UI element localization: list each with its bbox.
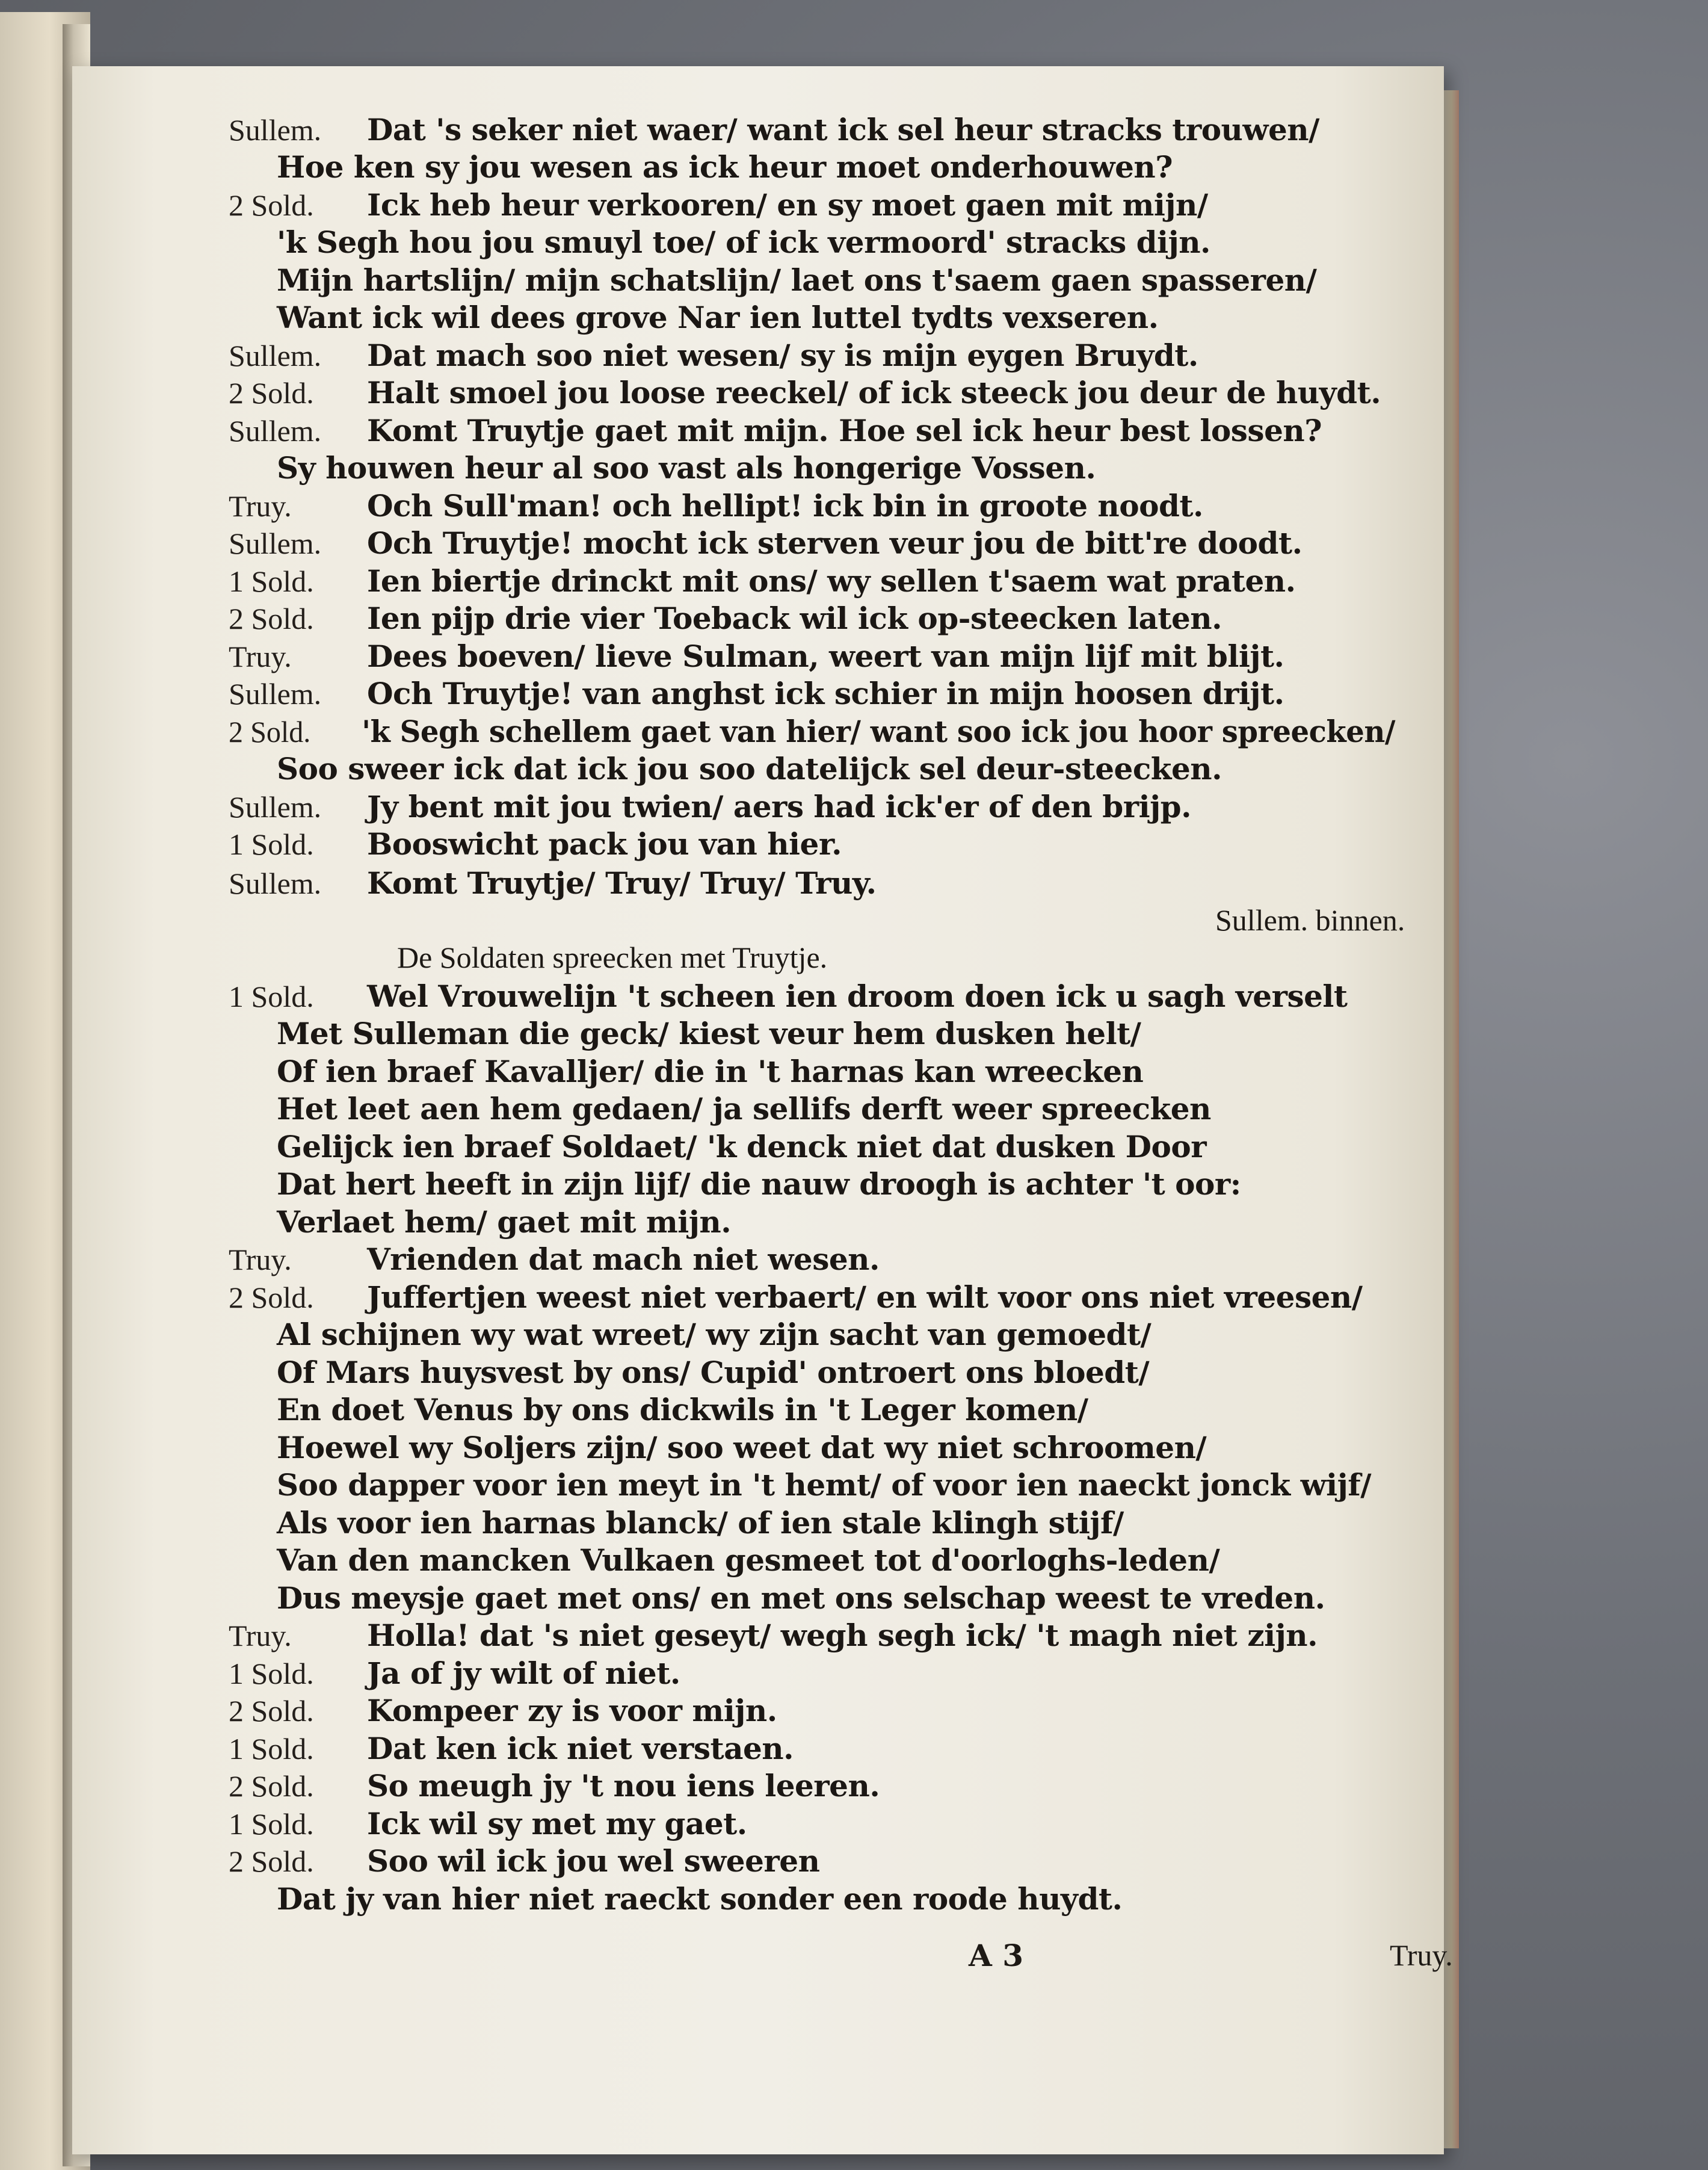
verse-text: Dat mach soo niet wesen/ sy is mijn eygen Bruydt.: [367, 338, 1198, 373]
speaker-label: 2 Sold.: [229, 1694, 314, 1728]
dialogue-line: [229, 1767, 880, 1805]
verse-text: Soo sweer ick dat ick jou soo datelijck sel deur-steecken.: [277, 751, 1222, 787]
verse-text: Och Truytje! van anghst ick schier in mijn hoosen drijt.: [367, 676, 1284, 711]
dialogue-line: [229, 487, 1203, 525]
dialogue-line: [229, 374, 1381, 412]
verse-text: En doet Venus by ons dickwils in 't Leger komen/: [277, 1392, 1088, 1427]
verse-text: Als voor ien harnas blanck/ of ien stale klingh stijf/: [277, 1505, 1124, 1541]
speaker-label: Sullem.: [229, 677, 322, 711]
speaker-label: Sullem.: [229, 527, 322, 560]
verse-text: Al schijnen wy wat wreet/ wy zijn sacht van gemoedt/: [277, 1317, 1152, 1352]
dialogue-line: [229, 826, 842, 863]
dialogue-line: [277, 1166, 1241, 1203]
dialogue-line: [229, 1843, 819, 1880]
verse-text: Sy houwen heur al soo vast als hongerige Vossen.: [277, 450, 1096, 486]
speaker-label: 1 Sold.: [229, 1807, 314, 1841]
dialogue-line: [277, 299, 1159, 336]
verse-text: Vrienden dat mach niet wesen.: [367, 1241, 880, 1277]
dialogue-line: [277, 262, 1316, 299]
dialogue-line: [229, 978, 1348, 1015]
dialogue-line: [277, 1391, 1088, 1429]
verse-text: Of ien braef Kavalljer/ die in 't harnas kan wreecken: [277, 1054, 1144, 1089]
speaker-label: Sullem.: [229, 867, 322, 900]
speaker-label: Truy.: [229, 1619, 292, 1652]
verse-text: Verlaet hem/ gaet mit mijn.: [277, 1204, 732, 1240]
speaker-label: Sullem.: [229, 113, 322, 147]
verse-text: Gelijck ien braef Soldaet/ 'k denck niet dat dusken Door: [277, 1129, 1207, 1164]
verse-text: Soo wil ick jou wel sweeren: [367, 1843, 820, 1879]
verse-text: Wel Vrouwelijn 't scheen ien droom doen ick u sagh verselt: [367, 978, 1348, 1014]
dialogue-line: [229, 675, 1284, 713]
dialogue-line: [277, 750, 1222, 788]
dialogue-line: [229, 1617, 1318, 1654]
dialogue-line: [277, 224, 1210, 261]
verse-text: Dat 's seker niet waer/ want ick sel heur stracks trouwen/: [367, 112, 1319, 147]
dialogue-line: [277, 1542, 1219, 1579]
verse-text: Dus meysje gaet met ons/ en met ons selschap weest te vreden.: [277, 1580, 1325, 1616]
verse-text: Och Sull'man! och hellipt! ick bin in groote noodt.: [367, 488, 1203, 524]
dialogue-line: [229, 1241, 880, 1278]
verse-text: Komt Truytje/ Truy/ Truy/ Truy.: [367, 865, 877, 901]
dialogue-line: [229, 1730, 794, 1767]
stage-heading: De Soldaten spreecken met Truytje.: [397, 941, 828, 974]
dialogue-line: [229, 788, 1191, 826]
dialogue-line: [229, 600, 1222, 637]
dialogue-line: [229, 412, 1322, 450]
verse-text: Holla! dat 's niet geseyt/ wegh segh ick/ 't magh niet zijn.: [367, 1618, 1318, 1653]
dialogue-line: [229, 638, 1284, 675]
verse-text: Dat hert heeft in zijn lijf/ die nauw droogh is achter 't oor:: [277, 1166, 1241, 1202]
verse-text: Soo dapper voor ien meyt in 't hemt/ of voor ien naeckt jonck wijf/: [277, 1467, 1371, 1503]
verse-text: Of Mars huysvest by ons/ Cupid' ontroert ons bloedt/: [277, 1355, 1150, 1390]
speaker-label: 1 Sold.: [229, 1657, 314, 1690]
speaker-label: 2 Sold.: [229, 1769, 314, 1803]
verse-text: Dees boeven/ lieve Sulman, weert van mijn lijf mit blijt.: [367, 638, 1284, 674]
verse-text: Hoe ken sy jou wesen as ick heur moet onderhouwen?: [277, 149, 1173, 185]
catchword: Truy.: [1390, 1938, 1453, 1972]
dialogue-line: [229, 337, 1198, 374]
speaker-label: 2 Sold.: [229, 1844, 314, 1878]
speaker-label: 2 Sold.: [229, 188, 314, 222]
speaker-label: 2 Sold.: [229, 602, 314, 635]
dialogue-line: [277, 1467, 1371, 1504]
speaker-label: 2 Sold.: [229, 376, 314, 410]
signature-mark: A 3: [969, 1938, 1023, 1973]
dialogue-line: [229, 111, 1319, 149]
verse-text: Ick heb heur verkooren/ en sy moet gaen mit mijn/: [367, 187, 1208, 223]
verse-text: Halt smoel jou loose reeckel/ of ick steeck jou deur de huydt.: [367, 375, 1381, 410]
dialogue-line: [229, 1805, 747, 1843]
speaker-label: 2 Sold.: [229, 1281, 314, 1314]
dialogue-line: [277, 1354, 1149, 1391]
verse-text: Ien pijp drie vier Toeback wil ick op-steecken laten.: [367, 601, 1222, 636]
speaker-label: Truy.: [229, 1243, 292, 1276]
dialogue-line: [277, 1504, 1124, 1542]
speaker-label: Truy.: [229, 489, 292, 523]
speaker-label: 1 Sold.: [229, 980, 314, 1013]
verse-text: Van den mancken Vulkaen gesmeet tot d'oorloghs-leden/: [277, 1542, 1220, 1578]
dialogue-line: [229, 865, 877, 902]
verse-text: Ien biertje drinckt mit ons/ wy sellen t'saem wat praten.: [367, 563, 1296, 599]
speaker-label: 1 Sold.: [229, 1732, 314, 1766]
dialogue-line: [229, 1692, 777, 1730]
dialogue-line: [277, 1881, 1122, 1918]
dialogue-line: [277, 1128, 1206, 1166]
verse-text: Dat ken ick niet verstaen.: [367, 1731, 794, 1766]
page-text: [72, 66, 1453, 2154]
dialogue-line: [277, 1580, 1325, 1617]
speaker-label: Sullem.: [229, 790, 322, 824]
dialogue-line: [277, 1204, 731, 1241]
stage-direction-exit: Sullem. binnen.: [1215, 903, 1405, 937]
dialogue-line: [277, 1053, 1143, 1090]
dialogue-line: [277, 1316, 1151, 1353]
verse-text: Ick wil sy met my gaet.: [367, 1806, 747, 1841]
verse-text: So meugh jy 't nou iens leeren.: [367, 1768, 880, 1804]
dialogue-line: [229, 1279, 1363, 1316]
book-page: [72, 66, 1453, 2154]
speaker-label: 1 Sold.: [229, 827, 314, 861]
dialogue-line: [277, 1429, 1206, 1467]
dialogue-line: [277, 149, 1173, 186]
dialogue-line: [229, 563, 1296, 600]
dialogue-line: [229, 1655, 680, 1692]
verse-text: Kompeer zy is voor mijn.: [367, 1693, 777, 1728]
verse-text: Booswicht pack jou van hier.: [367, 826, 842, 862]
verse-text: Juffertjen weest niet verbaert/ en wilt voor ons niet vreesen/: [367, 1279, 1363, 1315]
dialogue-line: [277, 1015, 1141, 1053]
verse-text: Jy bent mit jou twien/ aers had ick'er of den brijp.: [367, 789, 1192, 824]
verse-text: Dat jy van hier niet raeckt sonder een roode huydt.: [277, 1881, 1123, 1917]
verse-text: Hoewel wy Soljers zijn/ soo weet dat wy niet schroomen/: [277, 1430, 1207, 1465]
dialogue-line: [229, 187, 1208, 224]
dialogue-line: [277, 1090, 1211, 1128]
verse-text: Mijn hartslijn/ mijn schatslijn/ laet ons t'saem gaen spasseren/: [277, 262, 1317, 298]
verse-text: Want ick wil dees grove Nar ien luttel tydts vexseren.: [277, 300, 1159, 335]
verse-text: Komt Truytje gaet mit mijn. Hoe sel ick heur best lossen?: [367, 413, 1322, 448]
verse-text: Met Sulleman die geck/ kiest veur hem dusken helt/: [277, 1016, 1141, 1051]
speaker-label: 2 Sold.: [229, 715, 311, 749]
verse-text: Och Truytje! mocht ick sterven veur jou de bitt're doodt.: [367, 525, 1303, 561]
speaker-label: 1 Sold.: [229, 564, 314, 598]
dialogue-line: [277, 450, 1096, 487]
dialogue-line: [229, 713, 1395, 750]
verse-text: 'k Segh schellem gaet van hier/ want soo ick jou hoor spreecken/: [362, 714, 1395, 749]
verse-text: 'k Segh hou jou smuyl toe/ of ick vermoord' stracks dijn.: [277, 224, 1210, 260]
dialogue-line: [229, 525, 1302, 562]
verse-text: Het leet aen hem gedaen/ ja sellifs derft weer spreecken: [277, 1091, 1211, 1127]
verse-text: Ja of jy wilt of niet.: [367, 1655, 680, 1691]
speaker-label: Sullem.: [229, 339, 322, 372]
speaker-label: Truy.: [229, 640, 292, 673]
speaker-label: Sullem.: [229, 414, 322, 448]
